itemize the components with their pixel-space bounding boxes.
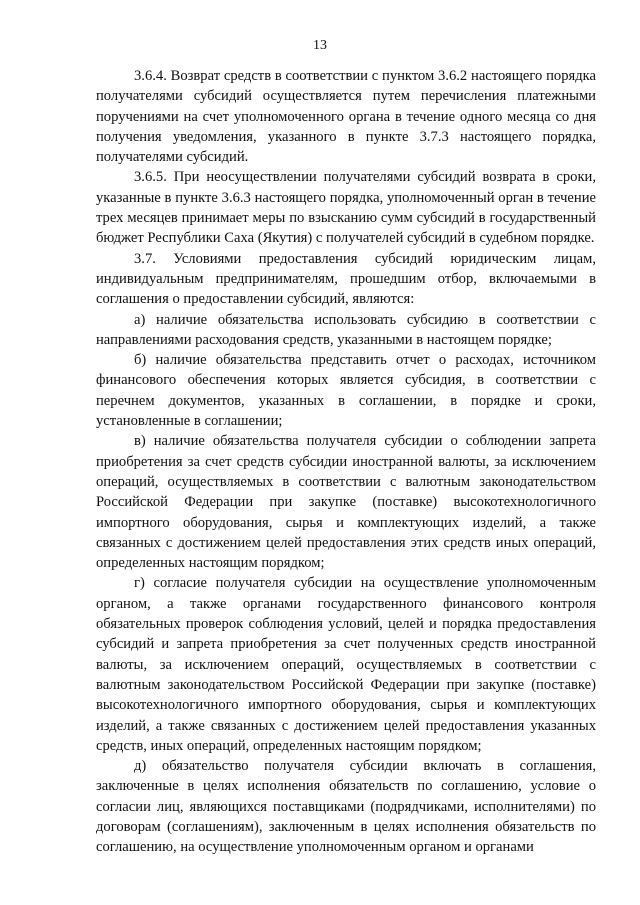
- page-number: 13: [313, 38, 327, 53]
- list-item-g: г) согласие получателя субсидии на осуществление уполномоченным органом, а также органами государственного финансового контроля обязательных проверок соблюдения условий, целей и порядка предоставления субсидий и запрета приобретения за счет полученных средств иностранной валюты, за исключением операций, осуществляемых в соответствии с валютным законодательством Российской Федерации при закупке (поставке) высокотехнологичного импортного оборудования, сырья и комплектующих изделий, а также связанных с достижением целей предоставления указанных средств, иных операций, определенных настоящим порядком;: [96, 575, 596, 754]
- document-body: [96, 66, 596, 858]
- paragraph-3-7: 3.7. Условиями предоставления субсидий юридическим лицам, индивидуальным предпринимателям, прошедшим отбор, включаемыми в соглашения о предоставлении субсидий, являются:: [96, 250, 596, 308]
- list-item-v: в) наличие обязательства получателя субсидии о соблюдении запрета приобретения за счет средств субсидии иностранной валюты, за исключением операций, осуществляемых в соответствии с валютным законодательством Российской Федерации при закупке (поставке) высокотехнологичного импортного оборудования, сырья и комплектующих изделий, а также связанных с достижением целей предоставления этих средств иных операций, определенных настоящим порядком;: [96, 433, 596, 572]
- list-item-a: а) наличие обязательства использовать субсидию в соответствии с направлениями расходования средств, указанными в настоящем порядке;: [96, 311, 596, 348]
- list-item-d: д) обязательство получателя субсидии включать в соглашения, заключенные в целях исполнения обязательств по соглашению, условие о согласии лиц, являющихся поставщиками (подрядчиками, исполнителями) по договорам (соглашениям), заключенным в целях исполнения обязательств по соглашению, на осуществление уполномоченным органом и органами: [96, 758, 596, 856]
- paragraph-3-6-4: 3.6.4. Возврат средств в соответствии с пунктом 3.6.2 настоящего порядка получателями субсидий осуществляется путем перечисления платежными поручениями на счет уполномоченного органа в течение одного месяца со дня получения уведомления, указанного в пункте 3.7.3 настоящего порядка, получателями субсидий.: [96, 68, 596, 166]
- list-item-b: б) наличие обязательства представить отчет о расходах, источником финансового обеспечения которых является субсидия, в соответствии с перечнем документов, указанных в соглашении, в порядке и сроки, установленные в соглашении;: [96, 352, 596, 430]
- paragraph-3-6-5: 3.6.5. При неосуществлении получателями субсидий возврата в сроки, указанные в пункте 3.6.3 настоящего порядка, уполномоченный орган в течение трех месяцев принимает меры по взысканию сумм субсидий в государственный бюджет Республики Саха (Якутия) с получателей субсидий в судебном порядке.: [96, 169, 596, 247]
